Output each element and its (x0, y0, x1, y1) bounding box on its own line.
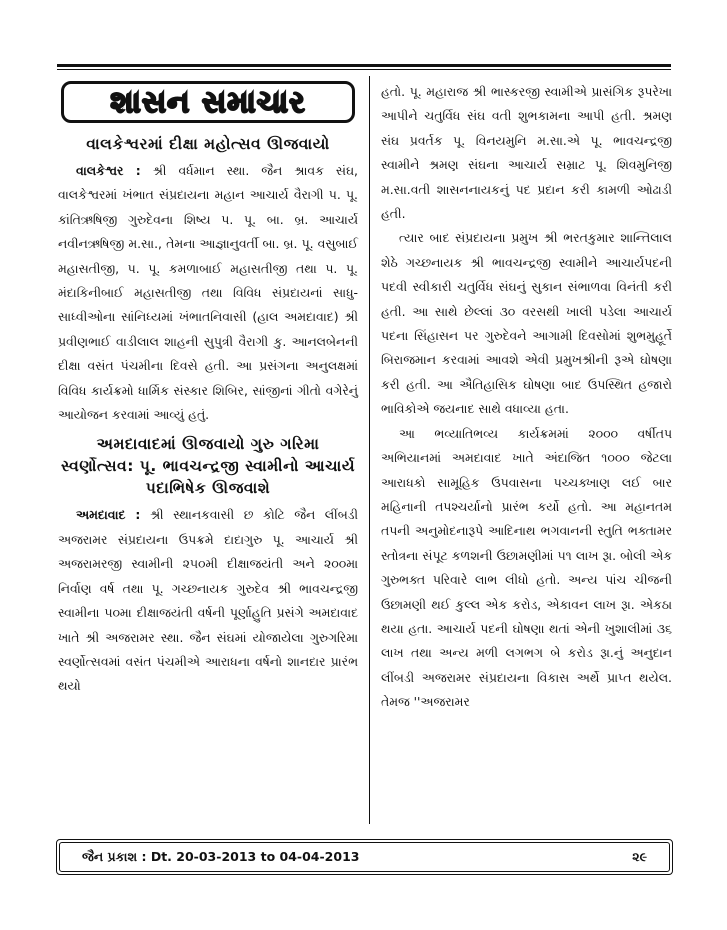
article2-body (58, 503, 358, 698)
article1-dateline: વાલકેશ્વર : (76, 163, 141, 178)
article2-headline: અમદાવાદમાં ઊજવાયો ગુરુ ગરિમા સ્વર્ણોત્સવ: પૂ. ભાવચન્દ્રજી સ્વામીનો આચાર્ય પદાભિષેક ઊજવાશે (60, 435, 356, 498)
footer-page-number: ૨૯ (632, 849, 647, 864)
right-column (381, 80, 672, 715)
right-paragraph-2: ત્યાર બાદ સંપ્રદાયના પ્રમુખ શ્રી ભરતકુમાર શાન્તિલાલ શેઠે ગચ્છનાયક શ્રી ભાવચન્દ્રજી સ્વામીને આચાર્યપદની પદવી સ્વીકારી ચતુર્વિધ સંઘનું સુકાન સંભાળવા વિનંતી કરી હતી. આ સાથે છેલ્લાં ૩૦ વરસથી ખાલી પડેલા આચાર્ય પદના સિંહાસન પર ગુરુદેવને આગામી દિવસોમાં શુભમુહૂર્તે બિરાજમાન કરવામાં આવશે એવી પ્રમુખશ્રીની રૂએ ઘોષણા કરી હતી. આ ઐતિહાસિક ઘોષણા બાદ ઉપસ્થિત હજારો ભાવિકોએ જયનાદ સાથે વધાવ્યા હતા. (381, 230, 672, 417)
article1-body (58, 159, 358, 427)
article1-headline: વાલકેશ્વરમાં દીક્ષા મહોત્સવ ઊજવાયો (86, 135, 330, 153)
article2-dateline: અમદાવાદ : (76, 507, 141, 523)
footer-publication: જૈન પ્રકાશ : Dt. 20-03-2013 to 04-04-2013 (82, 849, 360, 864)
article2-text: શ્રી સ્થાનકવાસી છ કોટિ જૈન લીંબડી અજરામર સંપ્રદાયના ઉપક્રમે દાદાગુરુ પૂ. આચાર્ય શ્રી અજરામરજી સ્વામીની ૨૫૦મી દીક્ષાજયંતી અને ૨૦૦મા નિર્વાણ વર્ષ તથા પૂ. ગચ્છનાયક ગુરુદેવ શ્રી ભાવચન્દ્રજી સ્વામીના ૫૦મા દીક્ષાજયંતી વર્ષની પૂર્ણાહુતિ પ્રસંગે અમદાવાદ ખાતે શ્રી અજરામર સ્થા. જૈન સંઘમાં યોજાયેલા ગુરુગરિમા સ્વર્ણોત્સવમાં વસંત પંચમીએ આરાધના વર્ષનો શાનદાર પ્રારંભ થયો (58, 507, 358, 694)
top-rule-thin (57, 69, 671, 70)
footer-bar (59, 842, 670, 872)
top-rule-thick (57, 64, 671, 67)
left-column (58, 75, 358, 699)
column-divider (369, 76, 370, 824)
right-paragraph-3: આ ભવ્યાતિભવ્ય કાર્યક્રમમાં ૨૦૦૦ વર્ષીતપ અભિયાનમાં અમદાવાદ ખાતે અંદાજિત ૧૦૦૦ જેટલા આરાધકો સામૂહિક ઉપવાસના પચ્ચક્ખાણ લઈ બાર મહિનાની તપશ્ચર્યાનો પ્રારંભ કર્યો હતો. આ મહાનતમ તપની અનુમોદનારૂપે આદિનાથ ભગવાનની સ્તુતિ ભક્તામર સ્તોત્રના સંપૂટ કળશની ઉછામણીમાં ૫૧ લાખ રૂા. બોલી એક ગુરુભક્ત પરિવારે લાભ લીધો હતો. અન્ય પાંચ ચીજની ઉછામણી થઈ કુલ્લ એક કરોડ, એકાવન લાખ રૂા. એકઠા થયા હતા. આચાર્ય પદની ઘોષણા થતાં એની ખુશાલીમાં ૩૬ લાખ તથા અન્ય મળી લગભગ બે કરોડ રૂા.નું અનુદાન લીંબડી અજરામર સંપ્રદાયના વિકાસ અર્થે પ્રાપ્ત થયેલ. તેમજ ''અજરામર (381, 425, 672, 710)
right-paragraph-1: હતો. પૂ. મહારાજ શ્રી ભાસ્કરજી સ્વામીએ પ્રાસંગિક રૂપરેખા આપીને ચતુર્વિધ સંઘ વતી શુભકામના આપી હતી. શ્રમણ સંઘ પ્રવર્તક પૂ. વિનયમુનિ મ.સા.એ પૂ. ભાવચન્દ્રજી સ્વામીને શ્રમણ સંઘના આચાર્ય સમ્રાટ પૂ. શિવમુનિજી મ.સા.વતી શાસનનાયકનું પદ પ્રદાન કરી કામળી ઓઢાડી હતી. (381, 84, 672, 222)
article1-text: શ્રી વર્ધમાન સ્થા. જૈન શ્રાવક સંઘ, વાલકેશ્વરમાં ખંભાત સંપ્રદાયના મહાન આચાર્ય વૈરાગી પ. પૂ. કાંતિઋષિજી ગુરુદેવના શિષ્ય પ. પૂ. બા. બ્ર. આચાર્ય નવીનઋષિજી મ.સા., તેમના આજ્ઞાનુવર્તી બા. બ્ર. પૂ. વસુબાઈ મહાસતીજી, પ. પૂ. કમળાબાઈ મહાસતીજી તથા પ. પૂ. મંદાકિનીબાઈ મહાસતીજી તથા વિવિધ સંપ્રદાયનાં સાધુ-સાધ્વીઓના સાંનિધ્યમાં ખંભાતનિવાસી (હાલ અમદાવાદ) શ્રી પ્રવીણભાઈ વાડીલાલ શાહની સુપુત્રી વૈરાગી કુ. આનલબેનની દીક્ષા વસંત પંચમીના દિવસે હતી. આ પ્રસંગના અનુલક્ષમાં વિવિધ કાર્યક્રમો ધાર્મિક સંસ્કાર શિબિર, સાંજીનાં ગીતો વગેરેનું આયોજન કરવામાં આવ્યું હતું. (58, 163, 358, 423)
section-masthead: શાસન સમાચાર (61, 81, 355, 123)
